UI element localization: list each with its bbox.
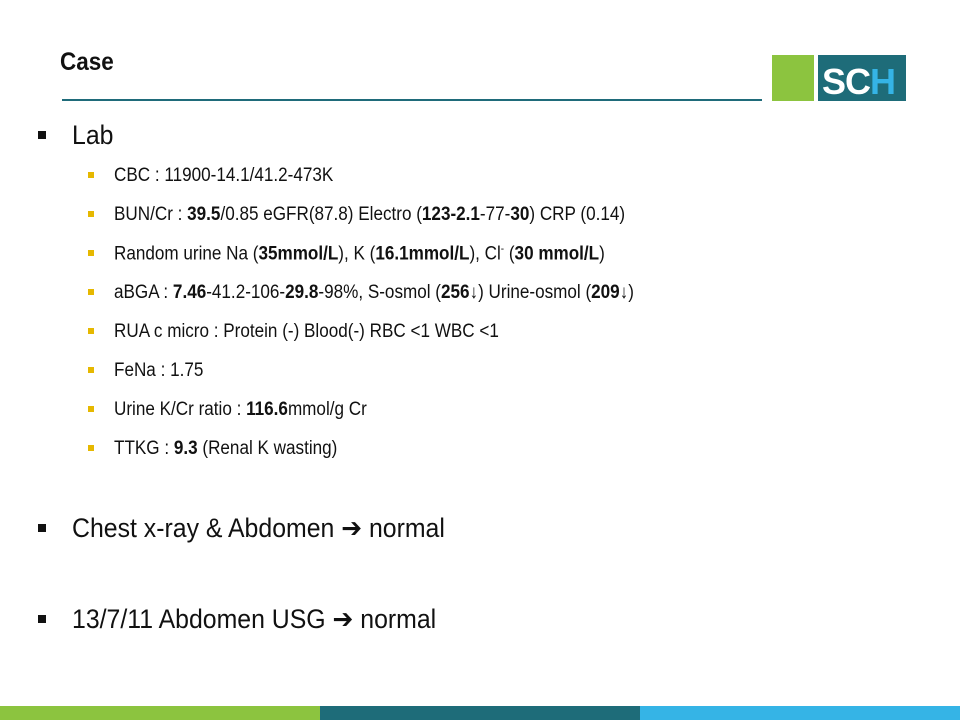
kcr-text: Urine K/Cr ratio : 116.6mmol/g Cr [114,399,367,420]
bun-text: BUN/Cr : 39.5/0.85 eGFR(87.8) Electro (123-2.1-77-30) CRP (0.14) [114,204,626,225]
right-arrow-icon: ➔ [332,604,354,634]
square-bullet-icon [88,328,94,334]
title-underline [62,99,762,101]
logo-text-sc: SC [822,61,871,101]
rua-text: RUA c micro : Protein (-) Blood(-) RBC <1 WBC <1 [114,321,499,342]
ttkg-text: TTKG : 9.3 (Renal K wasting) [114,438,338,459]
cbc-text: CBC : 11900-14.1/41.2-473K [114,165,334,186]
fena-text: FeNa : 1.75 [114,360,204,381]
right-arrow-icon: ➔ [341,513,363,543]
logo-letters [822,61,895,101]
abga-text: aBGA : 7.46-41.2-106-29.8-98%, S-osmol (256↓) Urine-osmol (209↓) [114,282,634,303]
square-bullet-icon [38,524,46,532]
logo-text-h: H [870,61,896,101]
logo-teal-block [818,55,906,101]
square-bullet-icon [88,289,94,295]
square-bullet-icon [88,367,94,373]
slide-title: Case [60,48,114,76]
bottom-bar-green [0,706,320,720]
square-bullet-icon [38,131,46,139]
usg-text: 13/7/11 Abdomen USG ➔ normal [72,604,437,634]
bottom-color-bar [0,706,960,720]
square-bullet-icon [88,445,94,451]
square-bullet-icon [88,406,94,412]
square-bullet-icon [88,172,94,178]
lab-heading: Lab [72,120,114,150]
urine-text: Random urine Na (35mmol/L), K (16.1mmol/L), Cl- (30 mmol/L) [114,243,605,265]
bottom-bar-blue [640,706,960,720]
square-bullet-icon [88,250,94,256]
sch-logo [772,55,906,101]
chest-text: Chest x-ray & Abdomen ➔ normal [72,513,445,543]
logo-green-block [772,55,814,101]
square-bullet-icon [88,211,94,217]
bottom-bar-teal [320,706,640,720]
square-bullet-icon [38,615,46,623]
